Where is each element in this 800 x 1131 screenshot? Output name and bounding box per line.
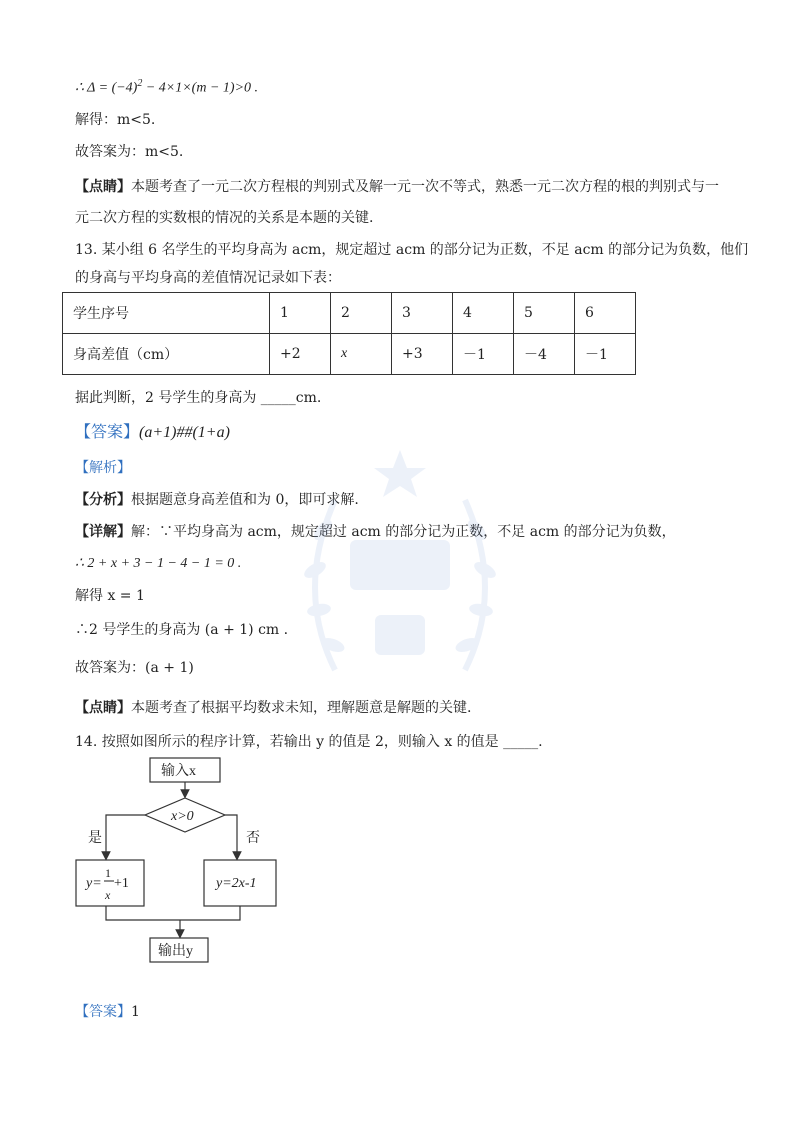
solve-result: 解得：m<5. xyxy=(75,112,156,128)
q13-equation: ∴ 2 + x + 3 − 1 − 4 − 1 = 0 . xyxy=(75,556,242,571)
table-row xyxy=(63,334,636,375)
right-formula: y=2x-1 xyxy=(216,876,257,891)
table-cell: －1 xyxy=(575,334,636,375)
q13-analysis-tag: 【解析】 xyxy=(75,460,131,476)
left-formula-lhs: y= xyxy=(86,876,102,891)
output-label: 输出y xyxy=(158,944,193,959)
prev-answer: 故答案为：m<5. xyxy=(75,144,184,160)
q13-comment: 【点睛】本题考查了根据平均数求未知，理解题意是解题的关键. xyxy=(75,700,472,716)
table-cell: 学生序号 xyxy=(63,293,270,334)
q14-answer: 【答案】1 xyxy=(75,1004,140,1020)
table-cell: 4 xyxy=(453,293,514,334)
left-formula-rhs: +1 xyxy=(114,876,129,891)
height-difference-table xyxy=(62,292,636,375)
table-cell: +3 xyxy=(392,334,453,375)
table-cell: 2 xyxy=(331,293,392,334)
table-cell: －1 xyxy=(453,334,514,375)
left-formula-numerator: 1 xyxy=(105,866,111,880)
table-cell: x xyxy=(331,334,392,375)
delta-inequality: ∴ $\Delta = (-4)^2 - 4\times 1\times(m - 1)>0$ . xyxy=(75,78,259,96)
table-cell: 6 xyxy=(575,293,636,334)
q13-fenxi: 【分析】根据题意身高差值和为 0，即可求解. xyxy=(75,492,359,508)
table-cell: －4 xyxy=(514,334,575,375)
input-label: 输入x xyxy=(161,764,196,779)
q13-stem-line1: 13. 某小组 6 名学生的平均身高为 acm，规定超过 acm 的部分记为正数，不足 acm 的部分记为负数，他们 xyxy=(75,242,749,258)
condition-label: x>0 xyxy=(171,809,194,824)
q13-answer: 【答案】(a+1)##(1+a) xyxy=(75,422,230,441)
q13-height-statement: ∴2 号学生的身高为 (a + 1) cm . xyxy=(75,622,289,638)
table-cell: 5 xyxy=(514,293,575,334)
table-cell: 3 xyxy=(392,293,453,334)
q13-xiangjie: 【详解】解：∵平均身高为 acm，规定超过 acm 的部分记为正数，不足 acm 的部分记为负数， xyxy=(75,524,676,540)
q13-final-answer: 故答案为：(a + 1) xyxy=(75,660,194,676)
left-formula-denominator: x xyxy=(105,888,111,902)
program-flowchart xyxy=(70,756,310,966)
q13-solution: 解得 x = 1 xyxy=(75,588,145,604)
prev-comment: 【点睛】本题考查了一元二次方程根的判别式及解一元一次不等式，熟悉一元二次方程的根的判别式与一元二次方程的实数根的情况的关系是本题的关键. xyxy=(75,179,719,226)
q14-stem: 14. 按照如图所示的程序计算，若输出 y 的值是 2，则输入 x 的值是 _____. xyxy=(75,734,543,750)
q13-stem-line2: 的身高与平均身高的差值情况记录如下表： xyxy=(75,270,341,286)
table-cell: 身高差值（cm） xyxy=(63,334,270,375)
table-cell: 1 xyxy=(270,293,331,334)
laurel-watermark-icon xyxy=(295,440,505,700)
no-label: 否 xyxy=(246,831,260,846)
table-cell: +2 xyxy=(270,334,331,375)
table-row xyxy=(63,293,636,334)
q13-question: 据此判断，2 号学生的身高为 _____cm. xyxy=(75,390,322,406)
yes-label: 是 xyxy=(88,831,102,846)
